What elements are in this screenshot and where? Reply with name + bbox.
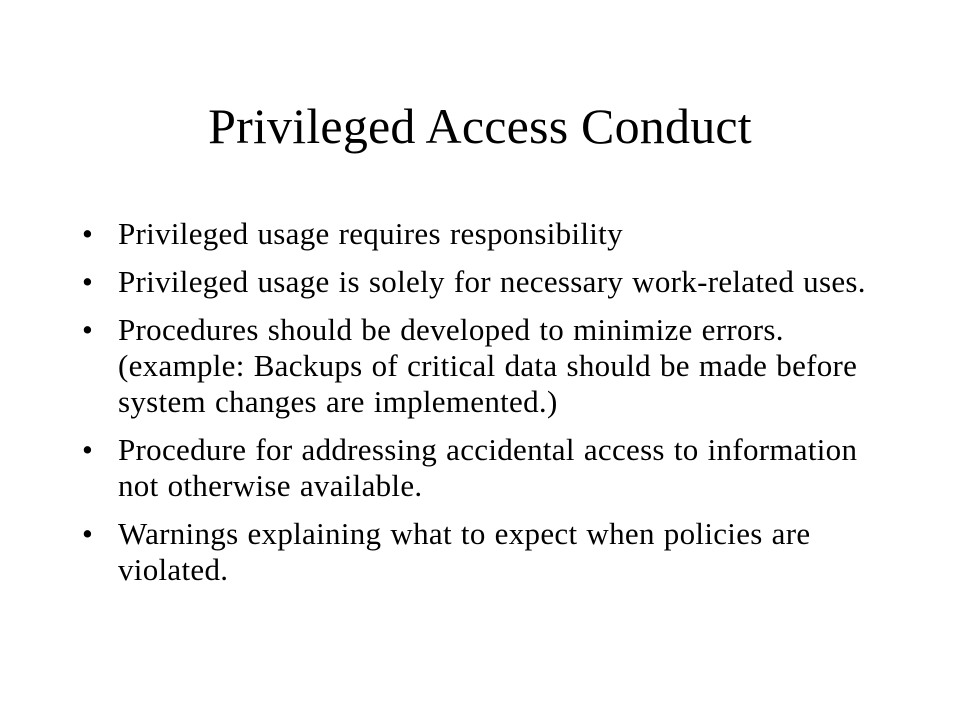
bullet-item bbox=[80, 312, 880, 420]
bullet-marker: • bbox=[82, 216, 94, 251]
bullet-list bbox=[80, 216, 880, 600]
bullet-item bbox=[80, 216, 880, 252]
bullet-marker: • bbox=[82, 312, 94, 347]
bullet-item bbox=[80, 516, 880, 588]
bullet-item bbox=[80, 432, 880, 504]
bullet-text: Procedures should be developed to minimize errors. (example: Backups of critical data should be made before system changes are implemented.) bbox=[118, 312, 858, 419]
slide-title: Privileged Access Conduct bbox=[208, 98, 752, 154]
bullet-text: Privileged usage requires responsibility bbox=[118, 216, 623, 251]
bullet-marker: • bbox=[82, 432, 94, 467]
bullet-marker: • bbox=[82, 264, 94, 299]
bullet-item bbox=[80, 264, 880, 300]
bullet-marker: • bbox=[82, 516, 94, 551]
bullet-text: Warnings explaining what to expect when policies are violated. bbox=[118, 516, 811, 587]
bullet-text: Procedure for addressing accidental access to information not otherwise available. bbox=[118, 432, 858, 503]
bullet-text: Privileged usage is solely for necessary work-related uses. bbox=[118, 264, 866, 299]
